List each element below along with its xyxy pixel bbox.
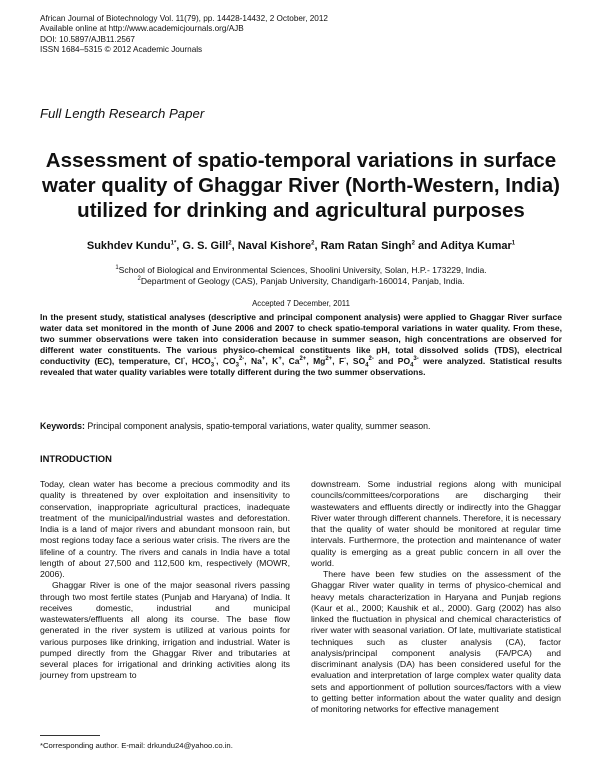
author-name: Naval Kishore [237,240,312,252]
section-heading: INTRODUCTION [40,453,112,464]
author-affil-mark: 1 [511,240,516,247]
corresponding-footnote: *Corresponding author. E-mail: drkundu24@yahoo.co.in. [40,741,233,750]
keywords [40,421,562,431]
corresponding-mark: * [173,240,177,247]
paper-type: Full Length Research Paper [40,106,205,121]
footnote-divider [40,735,100,736]
abstract: In the present study, statistical analyses (descriptive and principal component analysis) were applied to Ghaggar River surface water data set monitored in the month of June 2006 and 2007 to check spatio-temporal variations in water quality. From these, two summer observations were taken into consideration because in summer season, high concentrations are observed for different water constituents. The various physico-chemical constituents like pH, total dissolved solids (TDS), electrical conductivity (EC), temperature, Cl-, $HCO_3^-$, $CO_3^{2-}$, Na+, K+, $Ca^{2+}$, $Mg^{2+}$, F-, $SO_4^{2-}$ and $PO_4^{3-}$ were analyzed. Statistical results revealed that water quality variables were totally different during the two summer observations. [40,312,562,378]
doi: DOI: 10.5897/AJB11.2567 [40,34,135,44]
author-affil-mark: 2 [228,240,232,247]
author-name: Sukhdev Kundu [86,240,171,252]
author-affil-mark: 2 [311,240,315,247]
paragraph: Ghaggar River is one of the major seasonal rivers passing through two most fertile states (Punjab and Haryana) of India. It receives domestic, industrial and municipal wastewaters/effluents all along its course. The base flow generated in the river system is utilized at various points for various purposes like drinking, irrigation and industrial. Water is pumped directly from the Ghaggar River and tributaries at several places for irrigational and drinking activities along its journey from upstream to [40,580,290,681]
author-list: Sukhdev Kundu$^{1*}$, G. S. Gill$^2$, Naval Kishore$^2$, Ram Ratan Singh$^2$ and Aditya Kumar$^1$ [86,240,516,252]
paragraph: There have been few studies on the assessment of the Ghaggar River water quality in terms of physico-chemical and heavy metals characterization in Haryana and Punjab regions (Kaur et al., 2000; Kaushik et al., 2000). Garg (2002) has also linked the fluctuation in physical and chemical characteristics of river water with seasonal variation. Of late, multivariate statistical techniques such as cluster analysis (CA), factor analysis/principal component analysis (FA/PCA) and discriminant analysis (DA) has been considered useful for the evaluation and interpretation of large complex water quality data sets and apportionment of pollution sources/factors with a view to getting better information about the water quality and design of monitoring networks for effective management [311,569,561,714]
journal-citation: African Journal of Biotechnology Vol. 11(79), pp. 14428-14432, 2 October, 2012 [40,14,328,23]
issn: ISSN 1684–5315 © 2012 Academic Journals [40,45,203,55]
journal-header [40,14,328,56]
paragraph: downstream. Some industrial regions along with municipal councils/committees/corporations are discharging their wastewaters and effluents directly or indirectly into the Ghaggar River water through different channels. Therefore, it is necessary that the quality of water should be monitored at regular time intervals. Furthermore, the protection and maintenance of water quality is emerging as a great public concern in all over the world. [311,479,561,568]
body-column-right [311,479,561,715]
author-name: Ram Ratan Singh [320,240,412,252]
author-affil-mark: 2 [411,240,415,247]
affiliation: $^1$School of Biological and Environmental Sciences, Shoolini University, Solan, H.P.- 173229, India. [115,265,487,275]
affiliation: $^2$Department of Geology (CAS), Panjab University, Chandigarh-160014, Panjab, India. [137,275,465,286]
journal-url: Available online at http://www.academicjournals.org/AJB [40,24,244,34]
accepted-date: Accepted 7 December, 2011 [252,299,350,308]
author-name: G. S. Gill [182,240,229,252]
affiliations [40,265,562,287]
paper-title: Assessment of spatio-temporal variations in surface water quality of Ghaggar River (North-Western, India) utilized for drinking and agricultural purposes [42,149,560,222]
keywords-text: Principal component analysis, spatio-temporal variations, water quality, summer season. [84,421,431,431]
author-name: Aditya Kumar [440,240,512,252]
author-affil-mark: 1 [170,240,174,247]
body-column-left [40,479,290,682]
paragraph: Today, clean water has become a precious commodity and its quality is threatened by over exploitation and insensitivity to conservation, inappropriate agricultural practices, inadequate treatment of the municipal/industrial wastes and deforestation. India is a land of major rivers and abundant monsoon rain, but most regions today face a serious water crisis. The rivers are the lifeline of a country. The rivers and canals in India have a total length of about 27,500 and 112,500 km, respectively (MOWR, 2006). [40,479,290,579]
keywords-label: Keywords: [40,421,85,431]
